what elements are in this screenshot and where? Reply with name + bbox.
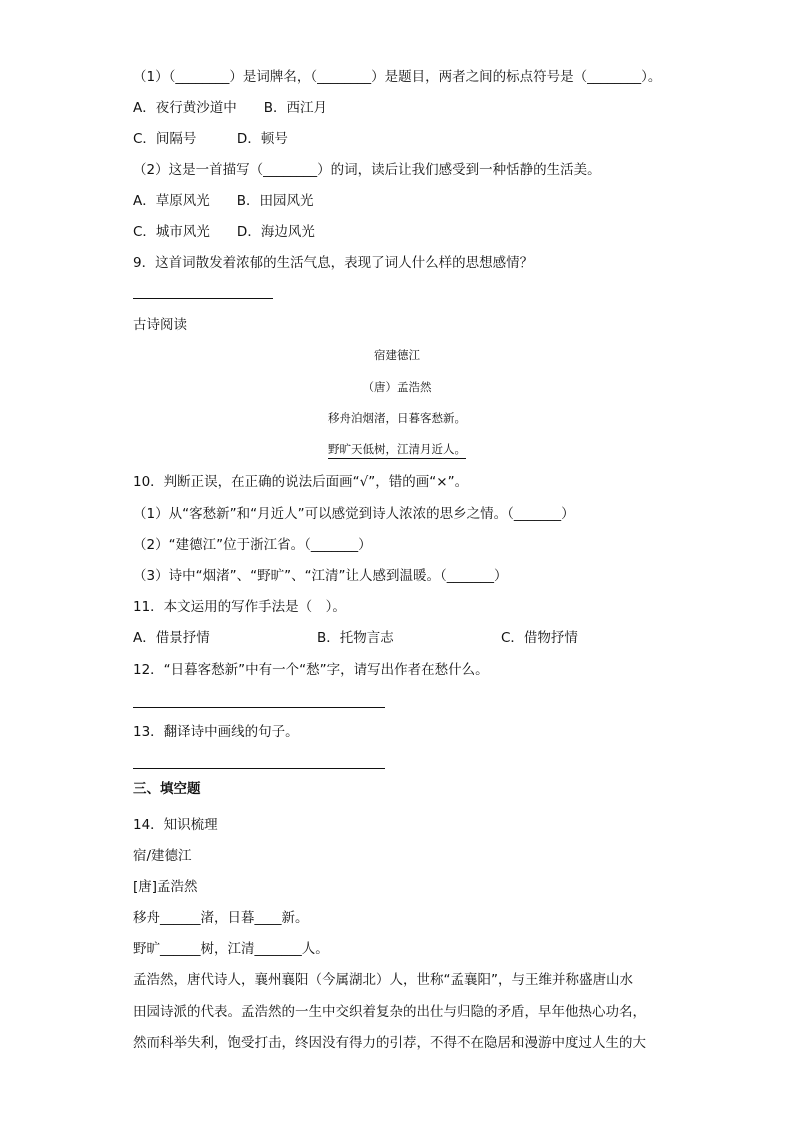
question-10-1: （1）从“客愁新”和“月近人”可以感觉到诗人浓浓的思乡之情。（_______） (133, 506, 575, 522)
answer-line-13 (133, 768, 385, 769)
fill-line-2: 野旷______树，江清_______人。 (133, 941, 329, 957)
poem-line-1: 移舟泊烟渚，日暮客愁新。 (328, 411, 466, 425)
question-10-3: （3）诗中“烟渚”、“野旷”、“江清”让人感到温暖。（_______） (133, 568, 508, 584)
options-8-1-ab: A．夜行黄沙道中 B．西江月 (133, 100, 327, 116)
options-8-1-cd: C．间隔号 D．顿号 (133, 131, 288, 147)
reading-heading: 古诗阅读 (133, 317, 187, 333)
option-11-a: A．借景抒情 (133, 630, 210, 646)
question-13: 13．翻译诗中画线的句子。 (133, 724, 299, 740)
option-11-b: B．托物言志 (317, 630, 394, 646)
options-8-2-ab: A．草原风光 B．田园风光 (133, 193, 314, 209)
poem-line-2: 野旷天低树，江清月近人。 (328, 441, 466, 459)
bio-line-3: 然而科举失利，饱受打击，终因没有得力的引荐，不得不在隐居和漫游中度过人生的大 (133, 1035, 646, 1051)
fill-author-line: [唐]孟浩然 (133, 879, 198, 895)
option-11-c: C．借物抒情 (501, 630, 578, 646)
question-8-1: （1）（________）是词牌名，（________）是题目，两者之间的标点符号是（________）。 (133, 69, 662, 85)
fill-line-1: 移舟______渚，日暮____新。 (133, 910, 309, 926)
poem-title: 宿建德江 (374, 348, 420, 362)
options-8-2-cd: C．城市风光 D．海边风光 (133, 224, 315, 240)
question-14: 14．知识梳理 (133, 817, 218, 833)
answer-line-9 (133, 298, 273, 299)
fill-title-line: 宿/建德江 (133, 848, 192, 864)
poem-author: （唐）孟浩然 (362, 380, 432, 394)
bio-line-2: 田园诗派的代表。孟浩然的一生中交织着复杂的出仕与归隐的矛盾，早年他热心功名， (133, 1004, 646, 1020)
question-10: 10．判断正误，在正确的说法后面画“√”，错的画“×”。 (133, 474, 469, 490)
question-11: 11．本文运用的写作手法是（ ）。 (133, 599, 346, 615)
section-3-heading: 三、填空题 (133, 781, 201, 797)
answer-line-12 (133, 707, 385, 708)
question-9: 9．这首词散发着浓郁的生活气息，表现了词人什么样的思想感情？ (133, 255, 534, 271)
poem-line-2-wrap (0, 441, 794, 459)
question-8-2: （2）这是一首描写（________）的词，读后让我们感受到一种恬静的生活美。 (133, 162, 601, 178)
question-12: 12．“日暮客愁新”中有一个“愁”字，请写出作者在愁什么。 (133, 662, 489, 678)
question-10-2: （2）“建德江”位于浙江省。（_______） (133, 537, 372, 553)
bio-line-1: 孟浩然，唐代诗人，襄州襄阳（今属湖北）人，世称“孟襄阳”，与王维并称盛唐山水 (133, 972, 633, 988)
